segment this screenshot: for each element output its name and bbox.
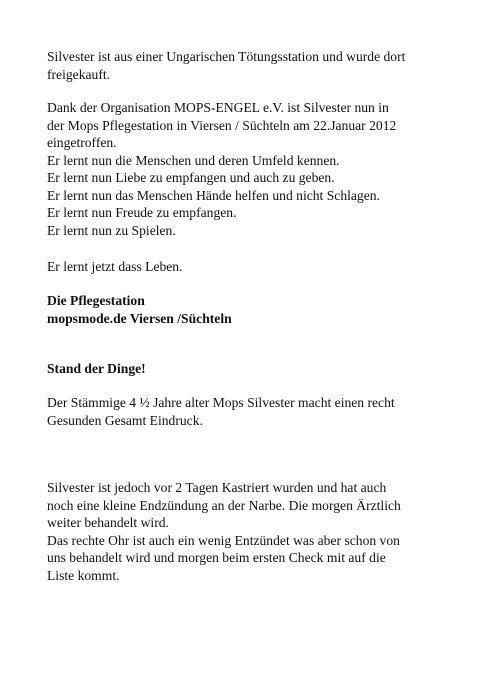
text-line: Er lernt nun Liebe zu empfangen und auch zu geben.: [47, 170, 335, 185]
text-line: Das rechte Ohr ist auch ein wenig Entzündet was aber schon von: [47, 532, 400, 548]
heading-text: Stand der Dinge!: [47, 361, 146, 376]
text-line: Er lernt nun die Menschen und deren Umfeld kennen.: [47, 152, 340, 168]
text-line: Er lernt nun zu Spielen.: [47, 222, 176, 238]
text-line: der Mops Pflegestation in Viersen / Süchteln am 22.Januar 2012: [47, 117, 397, 133]
section-heading: [47, 360, 467, 378]
text-line: noch eine kleine Endzündung an der Narbe. Die morgen Ärztlich: [47, 497, 401, 513]
life-paragraph: [47, 258, 467, 276]
text-line: Er lernt nun Freude zu empfangen.: [47, 205, 237, 220]
text-line: Gesunden Gesamt Eindruck.: [47, 412, 203, 428]
text-line: eingetroffen.: [47, 135, 117, 150]
health-paragraph: [47, 479, 467, 584]
text-line: Liste kommt.: [47, 567, 120, 583]
signature-line: Die Pflegestation: [47, 293, 145, 308]
text-line: Der Stämmige 4 ½ Jahre alter Mops Silvester macht einen recht: [47, 395, 395, 410]
status-paragraph: [47, 394, 467, 429]
text-line: Silvester ist aus einer Ungarischen Tötungsstation und wurde dort: [47, 49, 406, 64]
text-line: weiter behandelt wird.: [47, 515, 169, 530]
intro-paragraph: [47, 48, 467, 83]
text-line: Er lernt nun das Menschen Hände helfen und nicht Schlagen.: [47, 187, 380, 203]
text-line: Er lernt jetzt dass Leben.: [47, 259, 183, 274]
text-line: uns behandelt wird und morgen beim ersten Check mit auf die: [47, 550, 386, 565]
text-line: freigekauft.: [47, 66, 111, 82]
text-line: Silvester ist jedoch vor 2 Tagen Kastriert wurden und hat auch: [47, 480, 387, 495]
organisation-paragraph: [47, 99, 467, 239]
text-line: Dank der Organisation MOPS-ENGEL e.V. ist Silvester nun in: [47, 100, 389, 115]
signature-line: mopsmode.de Viersen /Süchteln: [47, 310, 232, 326]
signature-block: [47, 292, 467, 327]
